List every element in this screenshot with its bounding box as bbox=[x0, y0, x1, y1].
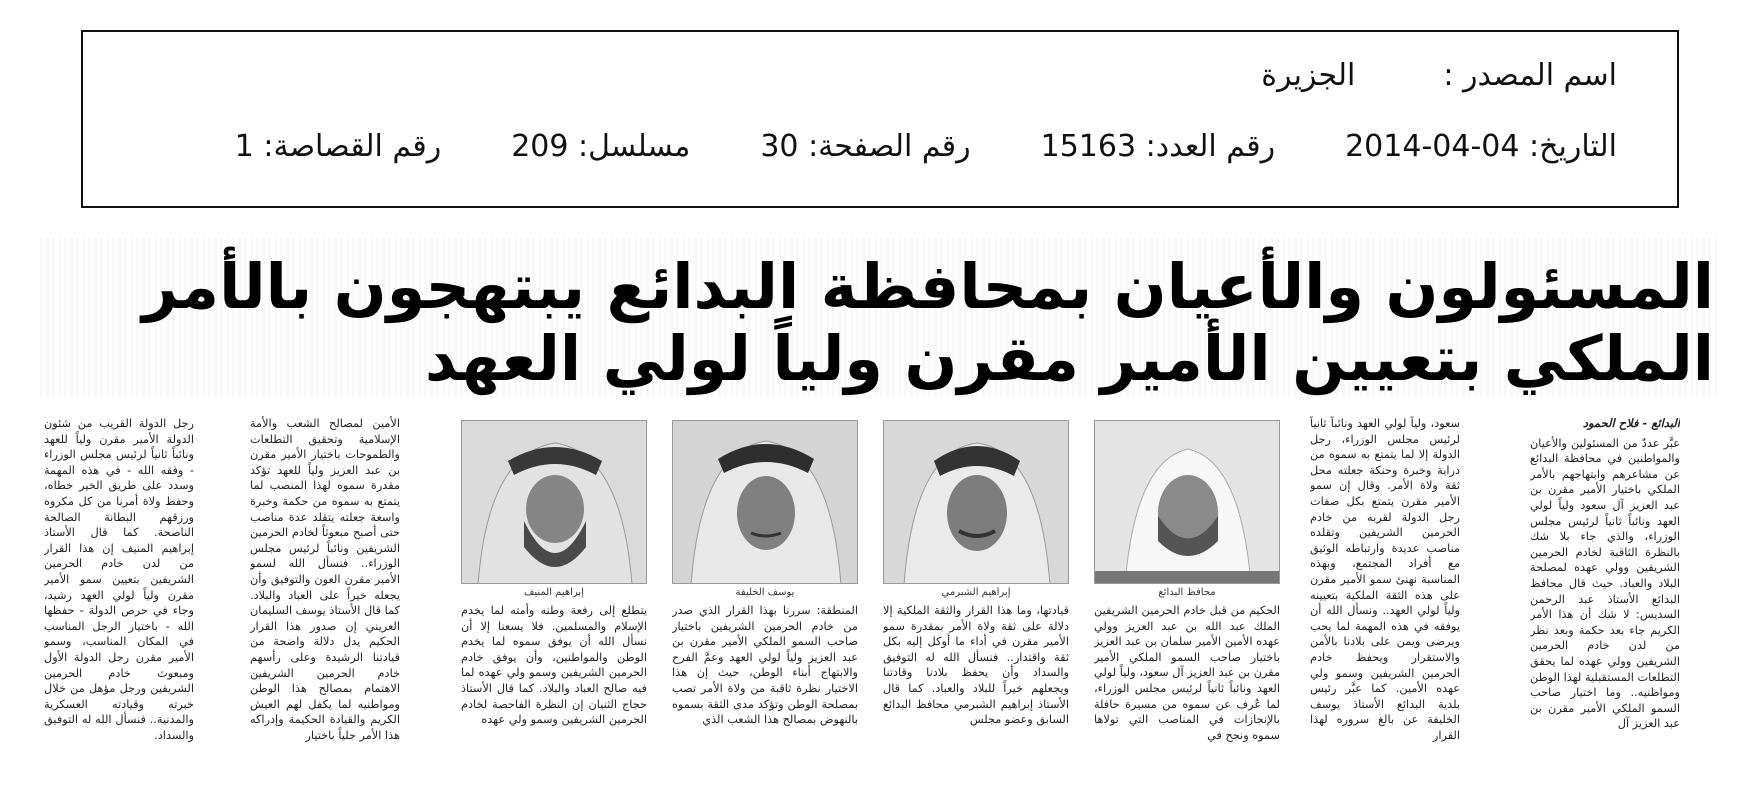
column-2-text: سعود، ولياً لولي العهد ونائباً ثانياً لرئيس مجلس الوزراء، رجل الدولة إلا لما يتمتع به سموه من دراية وخبرة وحنكة جعلته محل ثقة ولاة الأمر. وقال إن سمو الأمير مقرن يتمتع بكل صفات رجل الدولة لقربه من خادم الحرمين الشريفين وتقلده مناصب عديدة وارتباطه الوثيق مع أفراد المجتمع، وبهذه المناسبة نهنئ سمو الأمير مقرن على هذه الثقة الملكية بتعيينه ولياً لولي العهد.. ونسأل الله أن يوفقه في هذه المهمة لما يحب ويرضى ويمن على بلادنا بالأمن والاستقرار ويحفظ خادم الحرمين الشريفين وسمو ولي عهده الأمين. كما عبَّر رئيس بلدية البدائع الأستاذ يوسف الخليفة عن بالغ سروره لهذا القرار bbox=[1310, 417, 1460, 742]
portrait-photo-3 bbox=[672, 420, 858, 584]
photo-1-column bbox=[1094, 603, 1280, 798]
photo-3-column bbox=[672, 603, 858, 798]
photo-3-column-text: المنطقة: سررنا بهذا القرار الذي صدر من خادم الحرمين الشريفين باختيار صاحب السمو الملكي الأمير مقرن بن عبد العزيز ولياً لولي العهد وعمَّ الفرح والابتهاج أبناء الوطن، حيث إن هذا الاختيار نظرة ثاقبة من ولاة الأمر تصب بمصلحة الوطن وتؤكد مدى الثقة بسموه بالنهوض بمصالح هذا الشعب الذي bbox=[672, 604, 858, 727]
photo-4-caption: إبراهيم المنيف bbox=[524, 587, 584, 598]
headline-line-2: الملكي بتعيين الأمير مقرن ولياً لولي العهد bbox=[424, 322, 1714, 395]
date-field: التاريخ: 04-04-2014 bbox=[1345, 129, 1617, 164]
photo-3-caption: يوسف الخليفة bbox=[735, 587, 795, 598]
portrait-photo-1 bbox=[1094, 420, 1280, 584]
photo-2-column-text: قيادتها، وما هذا القرار والثقة الملكية إلا دلالة على ثقة ولاة الأمر بمقدرة سمو الأمير مقرن في أداء ما أوكل إليه بكل ثقة واقتدار.. فنسأل الله له التوفيق والسداد وأن يحفظ بلادنا وقادتنا ويجعلهم خيراً للبلاد والعباد. كما قال الأستاذ إبراهيم الشبرمي محافظ البدائع السابق وعضو مجلس bbox=[883, 604, 1069, 727]
issue-number-field: رقم العدد: 15163 bbox=[1040, 129, 1276, 164]
portrait-photo-4 bbox=[461, 420, 647, 584]
photo-1-column-text: الحكيم من قبل خادم الحرمين الشريفين الملك عبد الله بن عبد العزيز وولي عهده الأمين الأمير سلمان بن عبد العزيز باختيار صاحب السمو الملكي الأمير مقرن بن عبد العزيز آل سعود، ولياً لولي العهد ونائباً ثانياً لرئيس مجلس الوزراء، لما عُرف عن سموه من مسيرة حافلة بالإنجازات في المناصب التي تولاها سموه ونجح في bbox=[1094, 604, 1280, 742]
source-value: الجزيرة bbox=[1261, 58, 1356, 93]
page-number-field: رقم الصفحة: 30 bbox=[760, 129, 971, 164]
article-column-4 bbox=[44, 416, 194, 796]
portrait-photo-2 bbox=[883, 420, 1069, 584]
source-label: اسم المصدر : bbox=[1443, 58, 1617, 93]
clip-number-field: رقم القصاصة: 1 bbox=[234, 129, 442, 164]
clipping-metadata-box bbox=[81, 30, 1679, 208]
column-4-text: رجل الدولة القريب من شئون الدولة الأمير مقرن ولياً للعهد ونائباً ثانياً لرئيس مجلس الوزراء - وفقه الله - في هذه المهمة وسدد على طريق الخير خطاه، وحفظ ولاة أمرنا من كل مكروه ورزقهم البطانة الصالحة الناصحة. كما قال الأستاذ إبراهيم المنيف إن هذا القرار من لدن خادم الحرمين الشريفين بتعيين سمو الأمير مقرن ولياً لولي العهد رشيد، وجاء في حرص الدولة - حفظها الله - باختيار الرجل المناسب في المكان المناسب، وسمو الأمير مقرن رجل الدولة الأول ومبعوث خادم الحرمين الشريفين ورجل مؤهل من خلال خبرته وقيادته العسكرية والمدنية.. فنسأل الله له التوفيق والسداد. bbox=[44, 417, 194, 742]
article-column-1 bbox=[1530, 416, 1680, 796]
photo-4-column bbox=[461, 603, 647, 798]
article-column-3 bbox=[250, 416, 400, 796]
photo-2-column bbox=[883, 603, 1069, 798]
photo-4-column-text: يتطلع إلى رفعة وطنه وأمته لما يخدم الإسلام والمسلمين. فلا يسعنا إلا أن نسأل الله أن يوفق سموه لما يخدم الوطن والمواطنين، وأن يوفق خادم الحرمين الشريفين وسمو ولي عهده لما فيه صالح العباد والبلاد. كما قال الأستاذ حجاج الثنيان إن النظرة الفاحصة لخادم الحرمين الشريفين وسمو ولي عهده bbox=[461, 604, 647, 727]
details-line bbox=[235, 129, 1617, 164]
headline-line-1: المسئولون والأعيان بمحافظة البدائع يبتهجون بالأمر bbox=[142, 250, 1714, 323]
column-3-text: الأمين لمصالح الشعب والأمة الإسلامية وتحقيق التطلعات والطموحات باختيار الأمير مقرن بن عبد العزيز ولياً للعهد تؤكد مقدرة سموه لهذا المنصب لما يتمتع به سموه من حكمة وخبرة واسعة جعلته يتقلد عدة مناصب حتى أصبح مبعوثاً لخادم الحرمين الشريفين ونائباً لرئيس مجلس الوزراء.. فنسأل الله لسمو الأمير مقرن العون والتوفيق وأن يجعله خيراً على العباد والبلاد. كما قال الأستاذ يوسف السليمان العريني إن صدور هذا القرار الحكيم يدل دلالة واضحة من قيادتنا الرشيدة وعلى رأسهم خادم الحرمين الشريفين الاهتمام بمصالح هذا الوطن ومواطنيه لما يكفل لهم العيش الكريم والقيادة الحكيمة وإدراكه هذا الأمر جلياً باختيار bbox=[250, 417, 400, 742]
photo-2-caption: إبراهيم الشبرمي bbox=[941, 587, 1011, 598]
portrait-icon bbox=[884, 421, 1069, 584]
byline: البدائع - فلاح الحمود bbox=[1582, 416, 1680, 430]
portrait-icon bbox=[462, 421, 647, 584]
source-line bbox=[1261, 58, 1617, 93]
photo-1-caption: محافظ البدائع bbox=[1158, 587, 1216, 598]
portrait-icon bbox=[673, 421, 858, 584]
portrait-icon bbox=[1095, 421, 1280, 584]
serial-field: مسلسل: 209 bbox=[511, 129, 691, 164]
article-column-2 bbox=[1310, 416, 1460, 796]
column-1-text: عبَّر عددٌ من المسئولين والأعيان والمواطنين في محافظة البدائع عن مشاعرهم وابتهاجهم بالأمر الملكي باختيار الأمير مقرن بن عبد العزيز آل سعود ولياً لولي العهد ونائباً ثانياً لرئيس مجلس الوزراء، والذي جاء بلا شك بالنظرة الثاقبة لخادم الحرمين الشريفين وولي عهده لمصلحة البلاد والعباد. حيث قال محافظ البدائع الأستاذ عبد الرحمن السديس: لا شك أن هذا الأمر الكريم جاء بعد حكمة وبعد نظر من لدن خادم الحرمين الشريفين وولي عهده لما يحقق التطلعات المستقبلية لهذا الوطن ومواطنيه.. وما اختيار صاحب السمو الملكي الأمير مقرن بن عبد العزيز آل bbox=[1530, 436, 1680, 731]
